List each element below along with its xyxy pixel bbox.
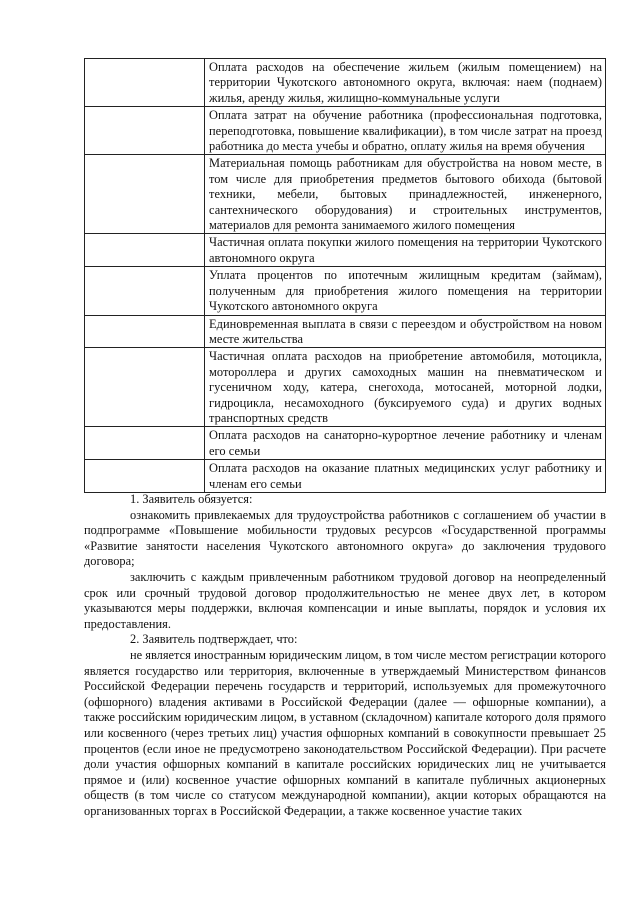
table-row <box>85 234 606 267</box>
table-cell-measure: Единовременная выплата в связи с переездом и обустройством на новом месте жительства <box>205 315 606 348</box>
table-cell-empty <box>85 315 205 348</box>
support-measures-table <box>84 58 606 493</box>
table-row <box>85 315 606 348</box>
table-row <box>85 155 606 234</box>
table-cell-empty <box>85 107 205 155</box>
table-row <box>85 427 606 460</box>
item-2-heading: 2. Заявитель подтверждает, что: <box>130 632 298 647</box>
table-cell-measure: Оплата затрат на обучение работника (профессиональная подготовка, переподготовка, повышение квалификации), в том числе затрат на проезд работника до места учебы и обратно, оплату жилья на время обучения <box>205 107 606 155</box>
table-cell-measure: Материальная помощь работникам для обустройства на новом месте, в том числе для приобретения предметов бытового обихода (бытовой техники, мебели, бытовых принадлежностей, инженерного, сантехнического оборудования) и строительных инструментов, материалов для ремонта занимаемого жилого помещения <box>205 155 606 234</box>
table-cell-measure: Оплата расходов на обеспечение жильем (жилым помещением) на территории Чукотского автономного округа, включая: наем (поднаем) жилья, аренду жилья, жилищно-коммунальные услуги <box>205 59 606 107</box>
item-1-heading: 1. Заявитель обязуется: <box>130 492 253 506</box>
table-row <box>85 59 606 107</box>
table-row <box>85 107 606 155</box>
table-cell-measure: Частичная оплата расходов на приобретение автомобиля, мотоцикла, мотороллера и других самоходных машин на пневматическом и гусеничном ходу, катера, снегохода, мотосаней, моторной лодки, гидроцикла, несамоходного (буксируемого суда) и других водных транспортных средств <box>205 348 606 427</box>
item-1-paragraph: ознакомить привлекаемых для трудоустройства работников с соглашением об участии в подпрограмме «Повышение мобильности трудовых ресурсов «Государственной программы «Развитие занятости населения Чукотского автономного округа» до заключения трудового договора; <box>84 507 606 569</box>
table-row <box>85 267 606 315</box>
table-cell-measure: Оплата расходов на санаторно-курортное лечение работнику и членам его семьи <box>205 427 606 460</box>
table-cell-empty <box>85 155 205 234</box>
table-cell-measure: Частичная оплата покупки жилого помещения на территории Чукотского автономного округа <box>205 234 606 267</box>
table-row <box>85 460 606 493</box>
table-cell-empty <box>85 427 205 460</box>
table-cell-empty <box>85 234 205 267</box>
table-cell-measure: Уплата процентов по ипотечным жилищным кредитам (займам), полученным для приобретения жилого помещения на территории Чукотского автономного округа <box>205 267 606 315</box>
table-cell-measure: Оплата расходов на оказание платных медицинских услуг работнику и членам его семьи <box>205 460 606 493</box>
table-cell-empty <box>85 460 205 493</box>
table-cell-empty <box>85 267 205 315</box>
table-cell-empty <box>85 348 205 427</box>
document-body <box>84 492 606 819</box>
table-row <box>85 348 606 427</box>
item-2-paragraph: не является иностранным юридическим лицом, в том числе местом регистрации которого является государство или территория, включенные в утверждаемый Министерством финансов Российской Федерации перечень государств и территорий, используемых для промежуточного (офшорного) владения активами в Российской Федерации (далее — офшорные компании), а также российским юридическим лицом, в уставном (складочном) капитале которого доля прямого или косвенного (через третьих лиц) участия офшорных компаний в совокупности превышает 25 процентов (если иное не предусмотрено законодательством Российской Федерации). При расчете доли участия офшорных компаний в капитале российских юридических лиц не учитывается прямое и (или) косвенное участие офшорных компаний в капитале публичных акционерных обществ (в том числе со статусом международной компании), акции которых обращаются на организованных торгах в Российской Федерации, а также косвенное участие таких <box>84 647 606 818</box>
item-1-paragraph: заключить с каждым привлеченным работником трудовой договор на неопределенный срок или срочный трудовой договор продолжительностью не менее двух лет, в котором указываются меры поддержки, включая компенсации и иные выплаты, порядок и условия их предоставления. <box>84 569 606 631</box>
table-cell-empty <box>85 59 205 107</box>
